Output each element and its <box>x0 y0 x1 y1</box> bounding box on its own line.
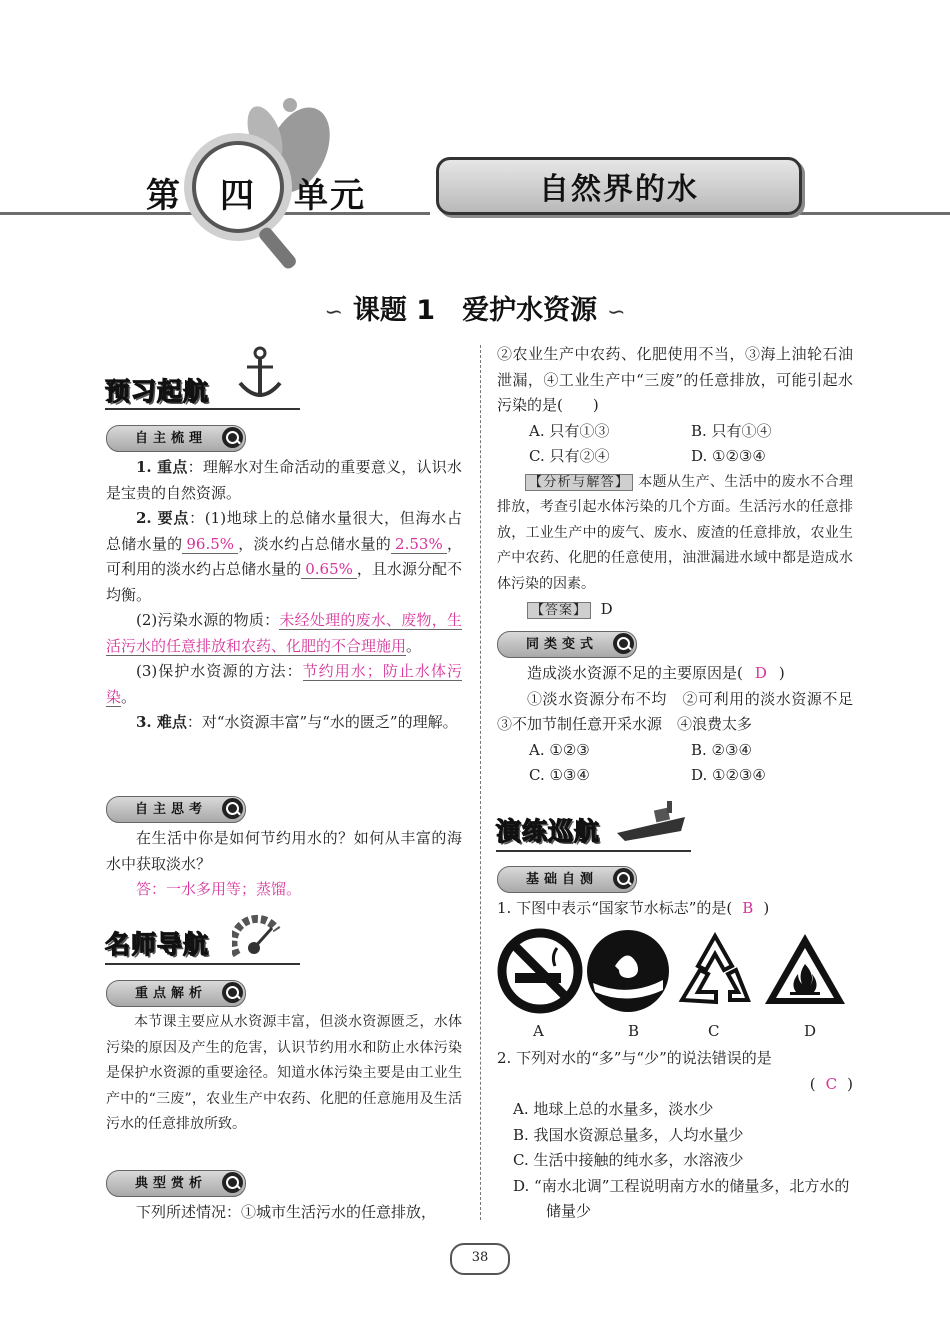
unit-char-3: 单 <box>294 176 328 216</box>
point-difficult <box>106 710 462 736</box>
example-start-block <box>106 1200 462 1226</box>
point-key <box>106 455 462 506</box>
point-main-label: 2. 要点 <box>136 509 190 527</box>
variation-items: ①淡水资源分布不均 ②可利用的淡水资源不足 ③不加节制任意开采水源 ④浪费太多 <box>497 689 869 733</box>
lesson-title: 课题 1 爱护水资源 <box>352 295 598 326</box>
unit-title: 自然界的水 <box>436 157 802 215</box>
magnifier-icon <box>613 633 634 654</box>
recycle-symbol <box>672 928 758 1014</box>
variation-question-end: ) <box>778 664 785 682</box>
example-options-1 <box>497 419 853 445</box>
variation-options-1 <box>497 738 853 764</box>
test1-question <box>497 896 853 922</box>
pollution-sources-text: (2)污染水源的物质： <box>136 611 280 629</box>
variation-option-a: A. ①②③ <box>529 740 590 759</box>
blank-freshwater: 2.53% <box>391 535 447 554</box>
lesson-title-row <box>0 288 950 327</box>
variation-option-b: B. ②③④ <box>691 740 752 759</box>
test2-question: 2. 下列对水的“多”与“少”的说法错误的是 <box>497 1049 772 1067</box>
gauge-icon <box>232 910 282 960</box>
example-option-b: B. 只有①④ <box>691 421 772 440</box>
test2-answer: C <box>825 1074 838 1093</box>
magnifier-icon <box>222 1172 243 1193</box>
pill-basic-test <box>497 866 637 893</box>
pollution-end: 。 <box>406 636 422 655</box>
protection-end: 。 <box>121 687 137 706</box>
banner-preview-label: 预习起航 <box>105 377 210 406</box>
variation-question-text: 造成淡水资源不足的主要原因是( <box>527 664 743 682</box>
pill-variation <box>497 631 637 658</box>
pill-self-review <box>106 425 246 452</box>
analysis-text: 本节课主要应从水资源丰富，但淡水资源匮乏，水体污染的原因及产生的危害，认识节约用水和防止水体污染是保护水资源的重要途径。知道水体污染主要是由工业生产中的“三废”，农业生产中农药、化肥的任意施用及生活污水的任意排放所致。 <box>106 1014 462 1132</box>
test2-block <box>497 1046 853 1225</box>
variation-option-c: C. ①③④ <box>529 766 590 784</box>
example-option-d: D. ①②③④ <box>691 447 766 465</box>
blank-usable: 0.65% <box>301 560 357 579</box>
page-number: 38 <box>471 1250 489 1265</box>
example-options-2 <box>497 444 853 470</box>
test2-options <box>497 1097 853 1225</box>
pill-key-analysis <box>106 980 246 1007</box>
right-column-top <box>497 342 853 624</box>
example-continued: ②农业生产中农药、化肥使用不当，③海上油轮石油泄漏，④工业生产中“三废”的任意排放，可能引起水污染的是( ) <box>497 345 853 414</box>
test1-end: ) <box>763 899 770 917</box>
thinking-question: 在生活中你是如何节约用水的？如何从丰富的海水中获取淡水？ <box>106 829 462 873</box>
no-smoking-symbol <box>497 928 583 1014</box>
blank-seawater: 96.5% <box>182 535 238 554</box>
point-key-label: 1. 重点 <box>136 458 188 476</box>
lesson-left-deco: ∽ <box>324 300 343 325</box>
lesson-right-deco: ∽ <box>607 300 626 325</box>
blank-pollution: 未经处理的废水、废物，生活污水的任意排放和农药、化肥的不合理施用 <box>106 611 462 655</box>
example-start: 下列所述情况：①城市生活污水的任意排放， <box>136 1203 437 1221</box>
left-column-top <box>106 455 462 736</box>
variation-options-2 <box>497 763 853 789</box>
point-main-text-a: ：(1)地球上的总储水量很大，但海水占总储水量的 <box>106 509 462 553</box>
blank-protection: 节约用水；防止水体污染 <box>106 662 462 706</box>
pill-self-thinking <box>106 796 246 823</box>
pill-variation-label: 同类变式 <box>526 637 599 652</box>
test1-answer: B <box>742 899 754 917</box>
protection-text: (3)保护水资源的方法： <box>136 662 303 680</box>
variation-answer: D <box>754 664 767 682</box>
variation-option-d: D. ①②③④ <box>691 766 766 784</box>
point-main <box>106 506 462 608</box>
magnifier-icon <box>222 798 243 819</box>
page-number-badge <box>450 1243 510 1275</box>
analysis-block <box>106 1010 462 1138</box>
test1-block <box>497 896 853 922</box>
flammable-warning-symbol <box>762 928 848 1014</box>
thinking-answer: 答：一水多用等；蒸馏。 <box>136 880 302 898</box>
pill-basic-test-label: 基础自测 <box>526 872 599 887</box>
column-divider <box>480 345 481 1220</box>
example-option-c: C. 只有②④ <box>529 447 610 465</box>
magnifier-icon <box>613 868 634 889</box>
banner-practice-label: 演练巡航 <box>496 817 601 846</box>
example-option-a: A. 只有①③ <box>529 421 610 440</box>
symbol-label-b: B <box>628 1022 640 1040</box>
thinking-block <box>106 826 462 903</box>
pill-typical-example-label: 典型赏析 <box>135 1176 208 1191</box>
water-saving-symbol <box>585 928 671 1014</box>
test2-answer-row: ( C ) <box>809 1074 853 1093</box>
symbol-label-a: A <box>533 1022 544 1040</box>
point-main-text-b: ，淡水约占总储水量的 <box>238 534 392 553</box>
magnifier-icon <box>222 982 243 1003</box>
analysis-tag: 【分析与解答】 <box>525 474 633 491</box>
point-difficult-label: 3. 难点 <box>136 713 187 731</box>
pill-self-review-label: 自主梳理 <box>135 431 208 446</box>
test2-option-c: C. 生活中接触的纯水多，水溶液少 <box>513 1151 744 1169</box>
answer-value: D <box>600 600 613 618</box>
variation-block <box>497 661 869 789</box>
point-key-text: ：理解水对生命活动的重要意义，认识水是宝贵的自然资源。 <box>106 458 462 502</box>
pill-key-analysis-label: 重点解析 <box>135 986 208 1001</box>
symbol-label-c: C <box>708 1022 720 1040</box>
point-main-text-d: ，且水源分配不均衡。 <box>106 560 462 604</box>
protection-methods <box>106 659 462 710</box>
test2-option-d: D. “南水北调”工程说明南方水的储量多，北方水的储量少 <box>513 1176 850 1220</box>
ship-icon <box>615 795 695 845</box>
unit-char-1: 第 <box>146 176 180 216</box>
variation-question <box>497 661 853 687</box>
header-rule-right <box>800 212 950 215</box>
pollution-sources <box>106 608 462 659</box>
example-analysis <box>497 470 853 598</box>
test2-option-b: B. 我国水资源总量多，人均水量少 <box>513 1125 744 1144</box>
test2-option-a: A. 地球上总的水量多，淡水少 <box>513 1100 714 1118</box>
test1-text: 1. 下图中表示“国家节水标志”的是( <box>497 899 733 917</box>
symbol-label-d: D <box>804 1022 817 1040</box>
banner-teacher-label: 名师导航 <box>105 930 210 959</box>
pill-typical-example <box>106 1170 246 1197</box>
point-main-text-c: ，可利用的淡水约占总储水量的 <box>106 534 462 578</box>
answer-tag: 【答案】 <box>527 602 591 619</box>
unit-char-4: 元 <box>330 176 364 216</box>
unit-char-2: 四 <box>220 176 254 216</box>
point-difficult-text: ：对“水资源丰富”与“水的匮乏”的理解。 <box>186 713 458 731</box>
example-answer <box>497 597 853 624</box>
analysis-body: 本题从生产、生活中的废水不合理排放，考查引起水体污染的几个方面。生活污水的任意排放，工业生产中的废气、废水、废渣的任意排放，农业生产中农药、化肥的任意使用，油泄漏进水域中都是造成水体污染的因素。 <box>497 473 853 592</box>
magnifier-icon <box>222 427 243 448</box>
anchor-icon <box>235 345 285 405</box>
pill-self-thinking-label: 自主思考 <box>135 802 208 817</box>
